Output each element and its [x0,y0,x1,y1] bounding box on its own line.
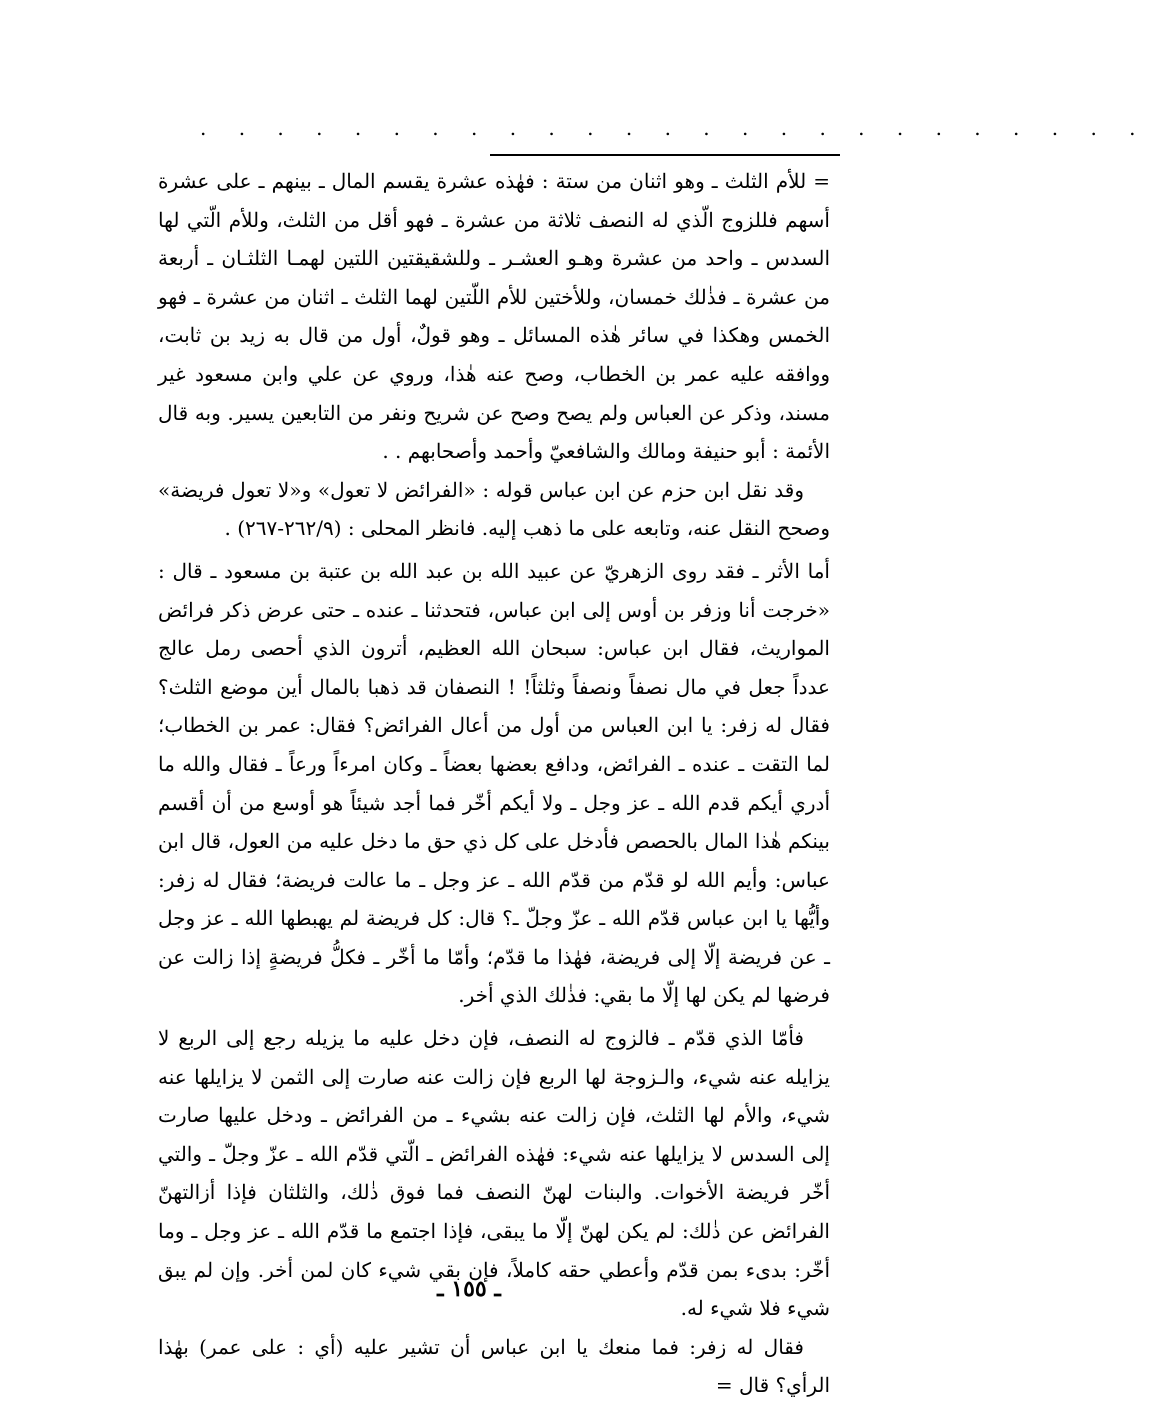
paragraph-ibn-hazm: وقد نقل ابن حزم عن ابن عباس قوله : «الفرائض لا تعول» و«لا تعول فريضة» وصحح النقل عنه، وتابعه على ما ذهب إليه. فانظر المحلى : (٢٦٢/٩-٢٦٧) . [158,477,830,541]
paragraph-athar: أما الأثر ـ فقد روى الزهريّ عن عبيد الله بن عبد الله بن عتبة بن مسعود ـ قال : «خرجت أنا وزفر بن أوس إلى ابن عباس، فتحدثنا ـ عنده ـ حتى عرض ذكر فرائض المواريث، فقال ابن عباس: سبحان الله العظيم، أترون الذي أحصى رمل عالج عدداً جعل في مال نصفاً ونصفاً وثلثاً! ! النصفان قد ذهبا بالمال أين موضع الثلث؟ فقال له زفر: يا ابن العباس من أول من أعال الفرائض؟ فقال: عمر بن الخطاب؛ لما التقت ـ عنده ـ الفرائض، ودافع بعضها بعضاً ـ وكان امرءاً ورعاً ـ فقال والله ما أدري أيكم قدم الله ـ عز وجل ـ ولا أيكم أخّر فما أجد شيئاً هو أوسع من أن أقسم بينكم هٰذا المال بالحصص فأدخل على كل ذي حق ما دخل عليه من العول، قال ابن عباس: وأيم الله لو قدّم من قدّم الله ـ عز وجل ـ ما عالت فريضة؛ فقال له زفر: وأيُّها يا ابن عباس قدّم الله ـ عزّ وجلّ ـ؟ قال: كل فريضة لم يهبطها الله ـ عز وجل ـ عن فريضة إلّا إلى فريضة، فهٰذا ما قدّم؛ وأمّا ما أخّر ـ فكلُّ فريضةٍ إذا زالت عن فرضها لم يكن لها إلّا ما بقي: فذٰلك الذي أخر. [158,558,830,1008]
header-dotted-line: . . . . . . . . . . . . . . . . . . . . . . . . . [200,116,1149,140]
footnote-separator-rule [490,154,840,156]
paragraph-qaddam: فأمّا الذي قدّم ـ فالزوج له النصف، فإن دخل عليه ما يزيله رجع إلى الربع لا يزايله عنه شيء، والـزوجة لها الربع فإن زالت عنه صارت إلى الثمن لا يزايلها عنه شيء، والأم لها الثلث، فإن زالت عنه بشيء ـ من الفرائض ـ ودخل عليها صارت إلى السدس لا يزايلها عنه شيء: فهٰذه الفرائض ـ الّتي قدّم الله ـ عزّ وجلّ ـ والتي أخّر فريضة الأخوات. والبنات لهنّ النصف فما فوق ذٰلك، والثلثان فإذا أزالتهنّ الفرائض عن ذٰلك: لم يكن لهنّ إلّا ما يبقى، فإذا اجتمع ما قدّم الله ـ عز وجل ـ وما أخّر: بدىء بمن قدّم وأعطي حقه كاملاً، فإن بقي شيء كان لمن أخر. وإن لم يبق شيء فلا شيء له. [158,1026,830,1321]
page-number: ـ ١٥٥ ـ [437,1276,501,1302]
paragraph-zufar-question: فقال له زفر: فما منعك يا ابن عباس أن تشير عليه (أي : على عمر) بهٰذا الرأي؟ قال = [158,1334,830,1398]
footnote-text-block [158,162,830,1405]
paragraph-continuation: = للأم الثلث ـ وهو اثنان من ستة : فهٰذه عشرة يقسم المال ـ بينهم ـ على عشرة أسهم فللزوج الّذي له النصف ثلاثة من عشرة ـ فهو أقل من الثلث، وللأم الّتي لها السدس ـ واحد من عشرة وهـو العشـر ـ وللشقيقتين اللتين لهمـا الثلثـان ـ أربعة من عشرة ـ فذٰلك خمسان، وللأختين للأم اللّتين لهما الثلث ـ اثنان من عشرة ـ فهو الخمس وهكذا في سائر هٰذه المسائل ـ وهو قولٌ، أول من قال به زيد بن ثابت، ووافقه عليه عمر بن الخطاب، وصح عنه هٰذا، وروي عن علي وابن مسعود غير مسند، وذكر عن العباس ولم يصح وصح عن شريح ونفر من التابعين يسير. وبه قال الأئمة : أبو حنيفة ومالك والشافعيّ وأحمد وأصحابهم . . [158,169,830,464]
